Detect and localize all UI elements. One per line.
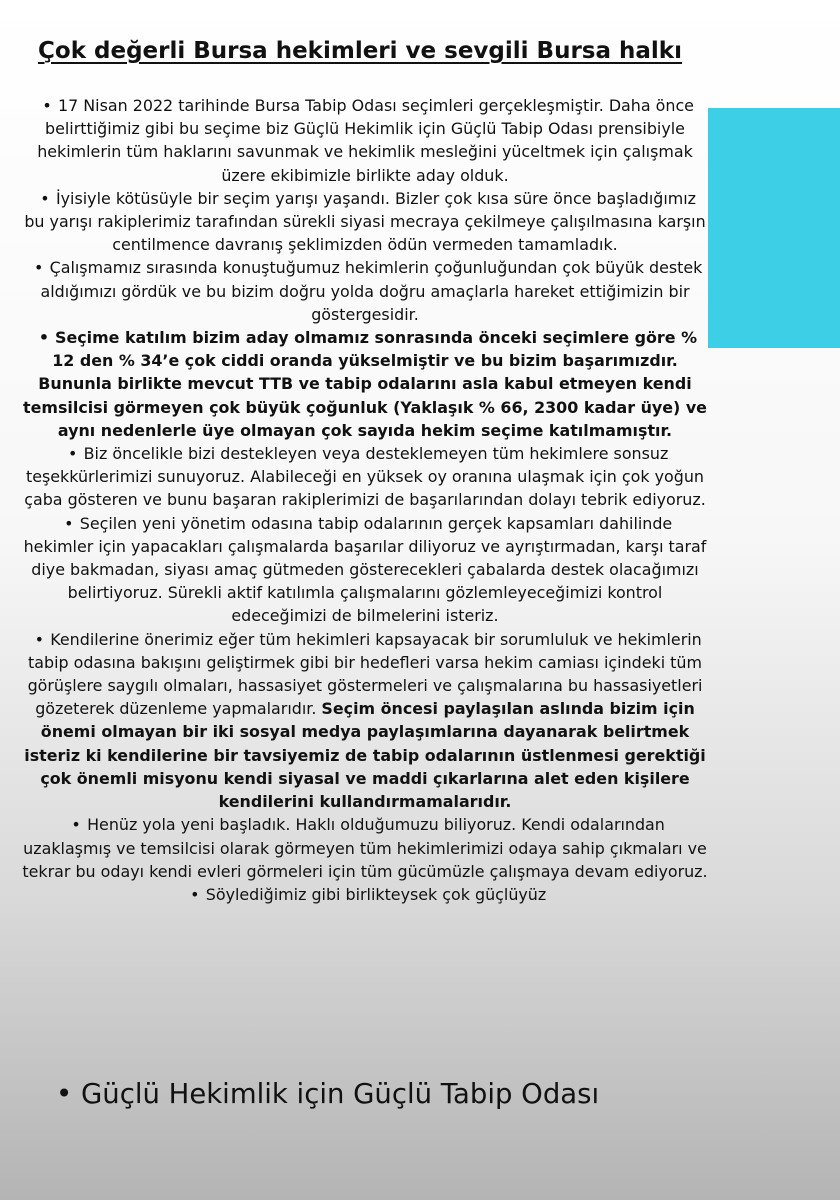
paragraph-text: Henüz yola yeni başladık. Haklı olduğumuzu biliyoruz. Kendi odalarından uzaklaşmış ve temsilcisi olarak görmeyen tüm hekimlerimizi odaya sahip çıkmaları ve tekrar bu odayı kendi evleri görmeleri için tüm gücümüzle çalışmaya devam ediyoruz. xyxy=(22,815,708,881)
footer-slogan xyxy=(56,1078,599,1110)
list-item xyxy=(22,628,708,814)
list-item xyxy=(22,94,708,187)
bullet-icon: • xyxy=(190,884,200,904)
bullet-icon: • xyxy=(71,815,81,835)
paragraph-text: Seçilen yeni yönetim odasına tabip odalarının gerçek kapsamları dahilinde hekimler için yapacakları çalışmalarda başarılar diliyoruz ve ayrıştırmadan, karşı taraf diye bakmadan, siyası amaç gütmeden gösterecekleri çabalarda destek olacağımızı belirtiyoruz. Sürekli aktif katılımla çalışmalarını gözlemleyeceğimizi kontrol edeceğimizi de bilmelerini isteriz. xyxy=(23,513,707,626)
cyan-accent-block xyxy=(708,108,840,348)
list-item xyxy=(22,813,708,883)
paragraph-text: Kendilerine önerimiz eğer tüm hekimleri kapsayacak bir sorumluluk ve hekimlerin tabip odasına bakışını geliştirmek gibi bir hedefleri varsa hekim camiası içindeki tüm görüşlere saygılı olmaları, hassasiyet göstermeleri ve çalışmalarına bu hassasiyetleri gözeterek düzenleme yapmalarıdır. xyxy=(27,629,703,719)
list-item xyxy=(22,883,708,906)
paragraph-text: Çalışmamız sırasında konuştuğumuz hekimlerin çoğunluğundan çok büyük destek aldığımızı gördük ve bu bizim doğru yolda doğru amaçlarla hareket ettiğimizin bir göstergesidir. xyxy=(40,258,703,324)
paragraph-text: Biz öncelikle bizi destekleyen veya desteklemeyen tüm hekimlere sonsuz teşekkürlerimizi sunuyoruz. Alabileceği en yüksek oy oranına ulaşmak için çok yoğun çaba gösteren ve bunu başaran rakiplerimizi de başarılarından dolayı tebrik ediyoruz. xyxy=(24,444,706,510)
bullet-icon: • xyxy=(42,96,52,115)
list-item xyxy=(22,442,708,512)
list-item xyxy=(22,187,708,257)
bullet-icon: • xyxy=(34,629,44,649)
bullet-icon: • xyxy=(38,328,50,348)
bullet-icon: • xyxy=(67,444,78,464)
paragraph-bold-text: Seçime katılım bizim aday olmamız sonrasında önceki seçimlere göre % 12 den % 34’e çok ciddi oranda yükselmiştir ve bu bizim başarımızdır. Bununla birlikte mevcut TTB ve tabip odalarını asla kabul etmeyen kendi temsilcisi görmeyen çok büyük çoğunluk (Yaklaşık % 66, 2300 kadar üye) ve aynı nedenlerle üye olmayan çok sayıda hekim seçime katılmamıştır. xyxy=(23,328,707,440)
footer-text: Güçlü Hekimlik için Güçlü Tabip Odası xyxy=(80,1078,600,1110)
list-item xyxy=(22,256,708,326)
bullet-list xyxy=(22,94,708,906)
page-title: Çok değerli Bursa hekimleri ve sevgili Bursa halkı xyxy=(38,38,682,64)
paragraph-bold-text: Seçim öncesi paylaşılan aslında bizim için önemi olmayan bir iki sosyal medya paylaşımlarına dayanarak belirtmek isteriz ki kendilerine bir tavsiyemiz de tabip odalarının üstlenmesi gerektiği çok önemli misyonu kendi siyasal ve maddi çıkarlarına alet eden kişilere kendilerini kullandırmamalarıdır. xyxy=(24,699,706,812)
bullet-icon: • xyxy=(40,188,50,208)
paragraph-text: İyisiyle kötüsüyle bir seçim yarışı yaşandı. Bizler çok kısa süre önce başladığımız bu yarışı rakiplerimiz tarafından sürekli siyasi mecraya çekilmeye çalışılmasına karşın centilmence davranış şeklimizden ödün vermeden tamamladık. xyxy=(24,188,706,255)
paragraph-text: 17 Nisan 2022 tarihinde Bursa Tabip Odası seçimleri gerçekleşmiştir. Daha önce belirttiğimiz gibi bu seçime biz Güçlü Hekimlik için Güçlü Tabip Odası prensibiyle hekimlerin tüm haklarını savunmak ve hekimlik mesleğini yüceltmek için çalışmak üzere ekibimizle birlikte aday olduk. xyxy=(37,96,694,185)
bullet-icon: • xyxy=(56,1078,73,1110)
bullet-icon: • xyxy=(33,258,44,278)
list-item xyxy=(22,512,708,628)
list-item xyxy=(22,326,708,442)
paragraph-text: Söylediğimiz gibi birlikteysek çok güçlüyüz xyxy=(205,884,547,904)
bullet-icon: • xyxy=(64,513,74,533)
